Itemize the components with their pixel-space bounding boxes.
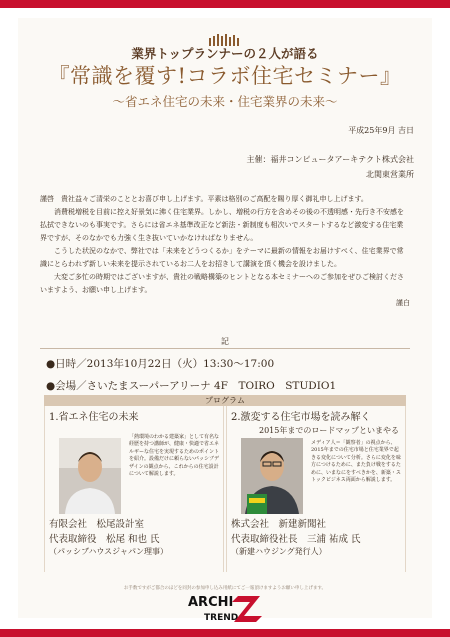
session-2-heading: 2.激変する住宅市場を読み解く <box>231 412 371 423</box>
issue-date: 平成25年9月 吉日 <box>348 126 414 135</box>
letter-paragraph-1: 消費税増税を目前に控え好景気に沸く住宅業界。しかし、増税の行方を含めその後の不透明感・先行き不安感を払拭できないのも事実です。さらには省エネ基準改正など新法・新制度も相次いでスタートするなど激変する住宅業界ですが、そのなかでも力強く生き抜いていかなければなりません。 <box>40 208 404 242</box>
architrend-logo <box>186 592 266 624</box>
bottom-red-bar <box>0 629 450 637</box>
session-2-description: メディア人＝「観察者」の視点から、2015年までの住宅市場と住宅業界で起きる変化について分析。さらに変化を味方につけるために、また負け戦をするために、いまなにをすべきかを、新築・ストックビジネス両面から解説します。 <box>311 440 401 484</box>
organizer: 主催：福井コンピュータアーキテクト株式会社 <box>246 155 414 164</box>
seminar-title: 『常識を覆す!コラボ住宅セミナー』 <box>48 64 402 88</box>
top-red-bar <box>0 0 450 8</box>
seminar-subtitle: 〜省エネ住宅の未来・住宅業界の未来〜 <box>112 94 338 109</box>
session-1-heading: 1.省エネ住宅の未来 <box>49 412 139 423</box>
invitation-letter <box>40 193 410 310</box>
speaker-1-photo <box>59 438 121 514</box>
ki-heading: 記 <box>221 337 229 346</box>
reply-note: お手数ですがご都合のほどを同封の参加申し込み用紙にてご一報頂けますようお願い申し上げます。 <box>123 586 327 591</box>
event-venue: ●会場／さいたまスーパーアリーナ 4F TOIRO STUDIO1 <box>46 380 337 392</box>
letter-closing: 謹白 <box>396 299 410 307</box>
supertitle: 業界トップランナーの２人が語る <box>131 46 319 61</box>
speaker-2-photo <box>241 438 303 514</box>
speaker-2-role: （新建ハウジング発行人） <box>231 547 327 556</box>
session-2-tagline: 2015年までのロードマップといまやる <box>259 426 400 435</box>
speaker-2-company: 株式会社 新建新聞社 <box>231 519 327 530</box>
speaker-1-name: 代表取締役 松尾 和也 氏 <box>49 534 160 545</box>
letter-paragraph-3: 大変ご多忙の時期ではございますが、貴社の戦略構築のヒントとなる本セミナーへのご参加をぜひご検討くださいますよう、お願い申し上げます。 <box>40 273 404 294</box>
letter-greeting: 謹啓 貴社益々ご清栄のこととお喜び申し上げます。平素は格別のご高配を賜り厚く御礼申し上げます。 <box>40 195 368 203</box>
speaker-1-company: 有限会社 松尾設計室 <box>49 519 145 530</box>
organizer-branch: 北関東営業所 <box>366 170 414 179</box>
session-1 <box>44 406 224 572</box>
speaker-1-role: （パッシブハウスジャパン理事） <box>49 547 168 556</box>
logo-archi-text: ARCHI <box>188 595 234 610</box>
program-bar: プログラム <box>44 395 406 406</box>
logo-trend-text: TREND <box>204 613 239 623</box>
divider <box>40 348 410 349</box>
event-datetime: ●日時／2013年10月22日（火）13:30〜17:00 <box>46 358 275 370</box>
session-2 <box>226 406 406 572</box>
letter-paragraph-2: こうした状況のなかで、弊社では「未来をどうつくるか」をテーマに最新の情報をお届けすべく、住宅業界で常識にとらわれず新しい未来を提示されているお二人をお招きして講演を頂く機会を設けました。 <box>40 247 404 268</box>
speaker-2-name: 代表取締役社長 三浦 祐成 氏 <box>231 534 361 545</box>
session-1-description: 「熱環境のわかる建築家」として有名な経歴を持つ講師が、健康・快適で省エネルギーな住宅を実現するためのポイントを紹介。設備だけに頼らないパッシブデザインの観点から、これからの住宅設計について解説します。 <box>129 434 220 478</box>
